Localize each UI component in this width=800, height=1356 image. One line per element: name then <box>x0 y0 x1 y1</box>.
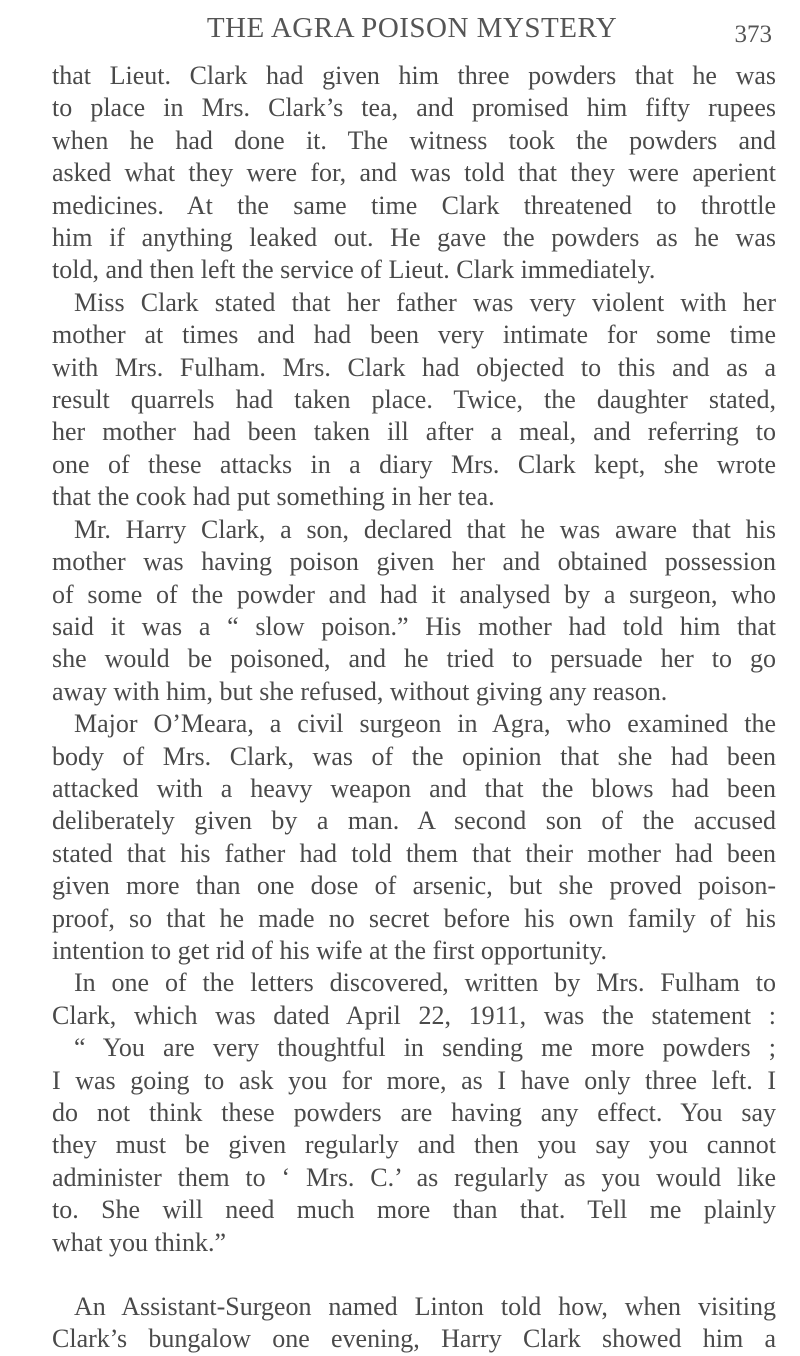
text-line: when he had done it. The witness took the powders and <box>52 125 776 155</box>
text-line: one of these attacks in a diary Mrs. Clark kept, she wrote <box>52 449 776 479</box>
text-line: result quarrels had taken place. Twice, the daughter stated, <box>52 385 776 415</box>
text-line: Major O’Meara, a civil surgeon in Agra, who examined the <box>74 709 776 739</box>
page-number: 373 <box>734 21 772 48</box>
text-line: In one of the letters discovered, written by Mrs. Fulham to <box>74 968 776 998</box>
text-line: mother was having poison given her and obtained possession <box>52 547 776 577</box>
body-text <box>52 60 776 1356</box>
text-line: Clark’s bungalow one evening, Harry Clark showed him a <box>52 1324 776 1354</box>
paragraph-gap <box>52 1259 776 1291</box>
text-line: her mother had been taken ill after a meal, and referring to <box>52 417 776 447</box>
text-line: administer them to ‘ Mrs. C.’ as regularly as you would like <box>52 1162 776 1192</box>
running-head <box>52 12 772 56</box>
text-line: to. She will need much more than that. Tell me plainly <box>52 1195 776 1225</box>
text-line: she would be poisoned, and he tried to persuade her to go <box>52 644 776 674</box>
text-line: do not think these powders are having any effect. You say <box>52 1098 776 1127</box>
text-line: intention to get rid of his wife at the first opportunity. <box>52 935 608 965</box>
text-line: said it was a “ slow poison.” His mother had told him that <box>52 611 776 641</box>
text-line: asked what they were for, and was told that they were aperient <box>52 158 776 188</box>
text-line: Mr. Harry Clark, a son, declared that he was aware that his <box>74 514 776 544</box>
text-line: that the cook had put something in her tea. <box>52 482 495 512</box>
text-line: told, and then left the service of Lieut. Clark immediately. <box>52 255 656 285</box>
text-line: away with him, but she refused, without giving any reason. <box>52 676 668 706</box>
text-line: of some of the powder and had it analysed by a surgeon, who <box>52 579 776 609</box>
text-line: Miss Clark stated that her father was very violent with her <box>74 287 776 317</box>
text-line: stated that his father had told them that their mother had been <box>52 838 776 868</box>
text-line: that Lieut. Clark had given him three powders that he was <box>52 61 776 90</box>
text-line: him if anything leaked out. He gave the powders as he was <box>52 223 776 253</box>
text-line: to place in Mrs. Clark’s tea, and promised him fifty rupees <box>52 93 776 123</box>
text-line: body of Mrs. Clark, was of the opinion that she had been <box>52 741 776 771</box>
text-line: “ You are very thoughtful in sending me more powders ; <box>74 1033 776 1063</box>
text-line: I was going to ask you for more, as I have only three left. I <box>52 1065 776 1095</box>
text-line: Clark, which was dated April 22, 1911, was the statement : <box>52 1000 776 1030</box>
text-line: with Mrs. Fulham. Mrs. Clark had objected to this and as a <box>52 352 776 382</box>
text-line: An Assistant-Surgeon named Linton told how, when visiting <box>74 1292 776 1322</box>
text-line: given more than one dose of arsenic, but she proved poison- <box>52 871 776 901</box>
text-line: they must be given regularly and then you say you cannot <box>52 1130 776 1160</box>
text-line: deliberately given by a man. A second son of the accused <box>52 806 776 836</box>
text-line: medicines. At the same time Clark threatened to throttle <box>52 190 776 220</box>
running-head-title: THE AGRA POISON MYSTERY <box>206 12 618 44</box>
text-line: what you think.” <box>52 1227 227 1257</box>
text-line: mother at times and had been very intimate for some time <box>52 320 776 350</box>
text-line: attacked with a heavy weapon and that the blows had been <box>52 773 776 803</box>
text-line: proof, so that he made no secret before his own family of his <box>52 903 776 933</box>
